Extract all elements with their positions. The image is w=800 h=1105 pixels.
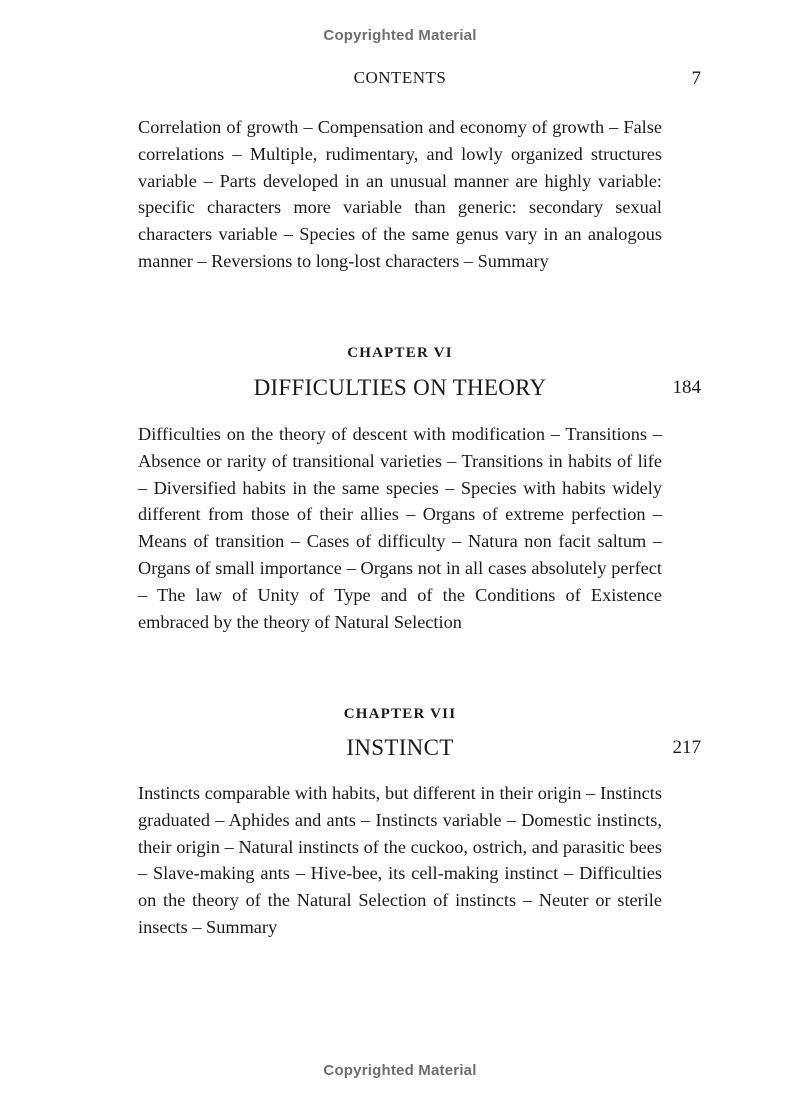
- running-header: [0, 68, 800, 92]
- chapter-7-page-number: 217: [672, 737, 701, 758]
- watermark-bottom: Copyrighted Material: [323, 1062, 477, 1079]
- chapter-7-summary: Instincts comparable with habits, but different in their origin – Instincts graduated – Aphides and ants – Instincts variable – Domestic instincts, their origin – Natural instincts of the cuckoo, ostrich, and parasitic bees – Slave-making ants – Hive-bee, its cell-making instinct – Difficulties on the theory of the Natural Selection of instincts – Neuter or sterile insects – Summary: [138, 783, 662, 937]
- chapter-7-label: CHAPTER VII: [343, 706, 457, 722]
- chapter-6-heading: [0, 375, 800, 405]
- watermark-top: Copyrighted Material: [323, 27, 477, 44]
- chapter-6-label: CHAPTER VI: [347, 345, 453, 361]
- chapter-6-page-number: 184: [672, 377, 701, 398]
- chapter-6-summary: Difficulties on the theory of descent with modification – Transitions – Absence or rarity of transitional varieties – Transitions in habits of life – Diversified habits in the same species – Species with habits widely different from those of their allies – Organs of extreme perfection – Means of transition – Cases of difficulty – Natura non facit saltum – Organs of small importance – Organs not in all cases absolutely perfect – The law of Unity of Type and of the Conditions of Existence embraced by the theory of Natural Selection: [138, 424, 662, 632]
- chapter-6-title: DIFFICULTIES ON THEORY: [253, 375, 547, 400]
- running-title: CONTENTS: [353, 68, 447, 87]
- page-number: 7: [691, 68, 701, 89]
- chapter-7-heading: [0, 735, 800, 765]
- continued-chapter-summary: Correlation of growth – Compensation and economy of growth – False correlations – Multiple, rudimentary, and lowly organized structures variable – Parts developed in an unusual manner are highly variable: specific characters more variable than generic: secondary sexual characters variable – Species of the same genus vary in an analogous manner – Reversions to long-lost characters – Summary: [138, 117, 662, 271]
- chapter-7-title: INSTINCT: [346, 735, 454, 760]
